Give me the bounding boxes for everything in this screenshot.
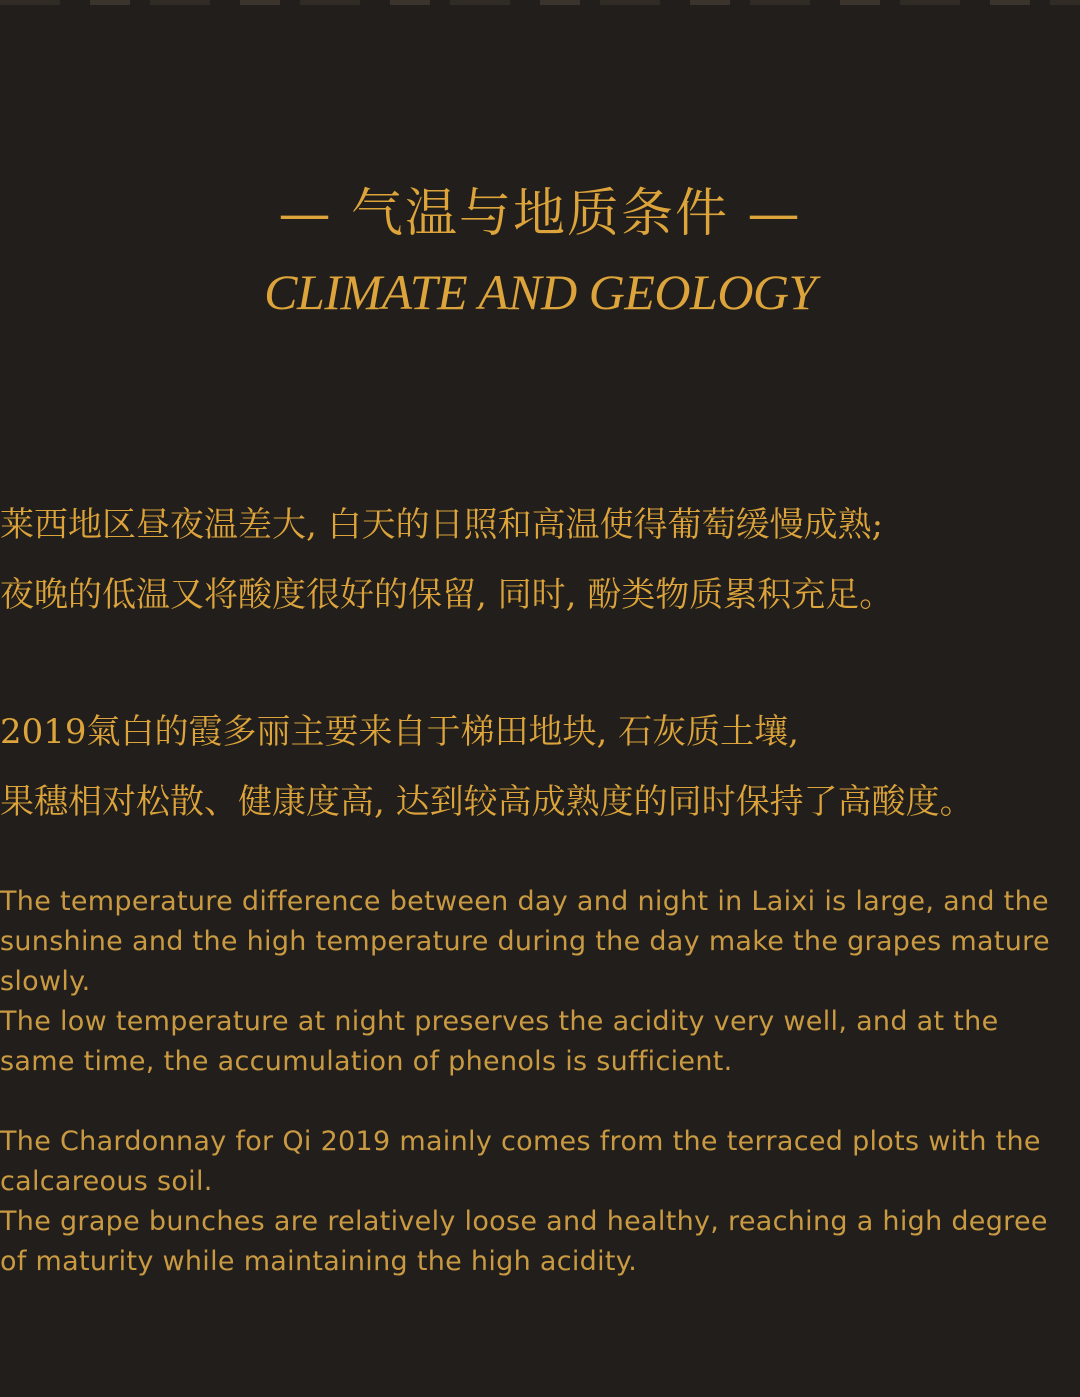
english-sentence: The low temperature at night preserves the acidity very well, and at the same time, the accumulation of phenols is sufficient. <box>0 1006 999 1077</box>
section-title-chinese: — 气温与地质条件 — <box>278 184 802 244</box>
section-title-english: CLIMATE AND GEOLOGY <box>264 264 816 320</box>
chinese-line: 果穗相对松散、健康度高, 达到较高成熟度的同时保持了高酸度。 <box>0 782 974 822</box>
chinese-paragraph-climate <box>0 490 1080 630</box>
chinese-line: 莱西地区昼夜温差大, 白天的日照和高温使得葡萄缓慢成熟; <box>0 505 884 545</box>
chinese-line: 夜晚的低温又将酸度很好的保留, 同时, 酚类物质累积充足。 <box>0 575 894 615</box>
chinese-paragraph-geology <box>0 697 1080 837</box>
english-sentence: The Chardonnay for Qi 2019 mainly comes from the terraced plots with the calcareous soil. <box>0 1126 1041 1197</box>
top-decorative-strip <box>0 0 1080 5</box>
english-paragraph-climate <box>0 882 1080 1082</box>
chinese-line: 2019氣白的霞多丽主要来自于梯田地块, 石灰质土壤, <box>0 712 799 752</box>
english-sentence: The grape bunches are relatively loose and healthy, reaching a high degree of maturity while maintaining the high acidity. <box>0 1206 1048 1277</box>
english-sentence: The temperature difference between day and night in Laixi is large, and the sunshine and the high temperature during the day make the grapes mature slowly. <box>0 886 1050 997</box>
english-paragraph-geology <box>0 1122 1080 1282</box>
